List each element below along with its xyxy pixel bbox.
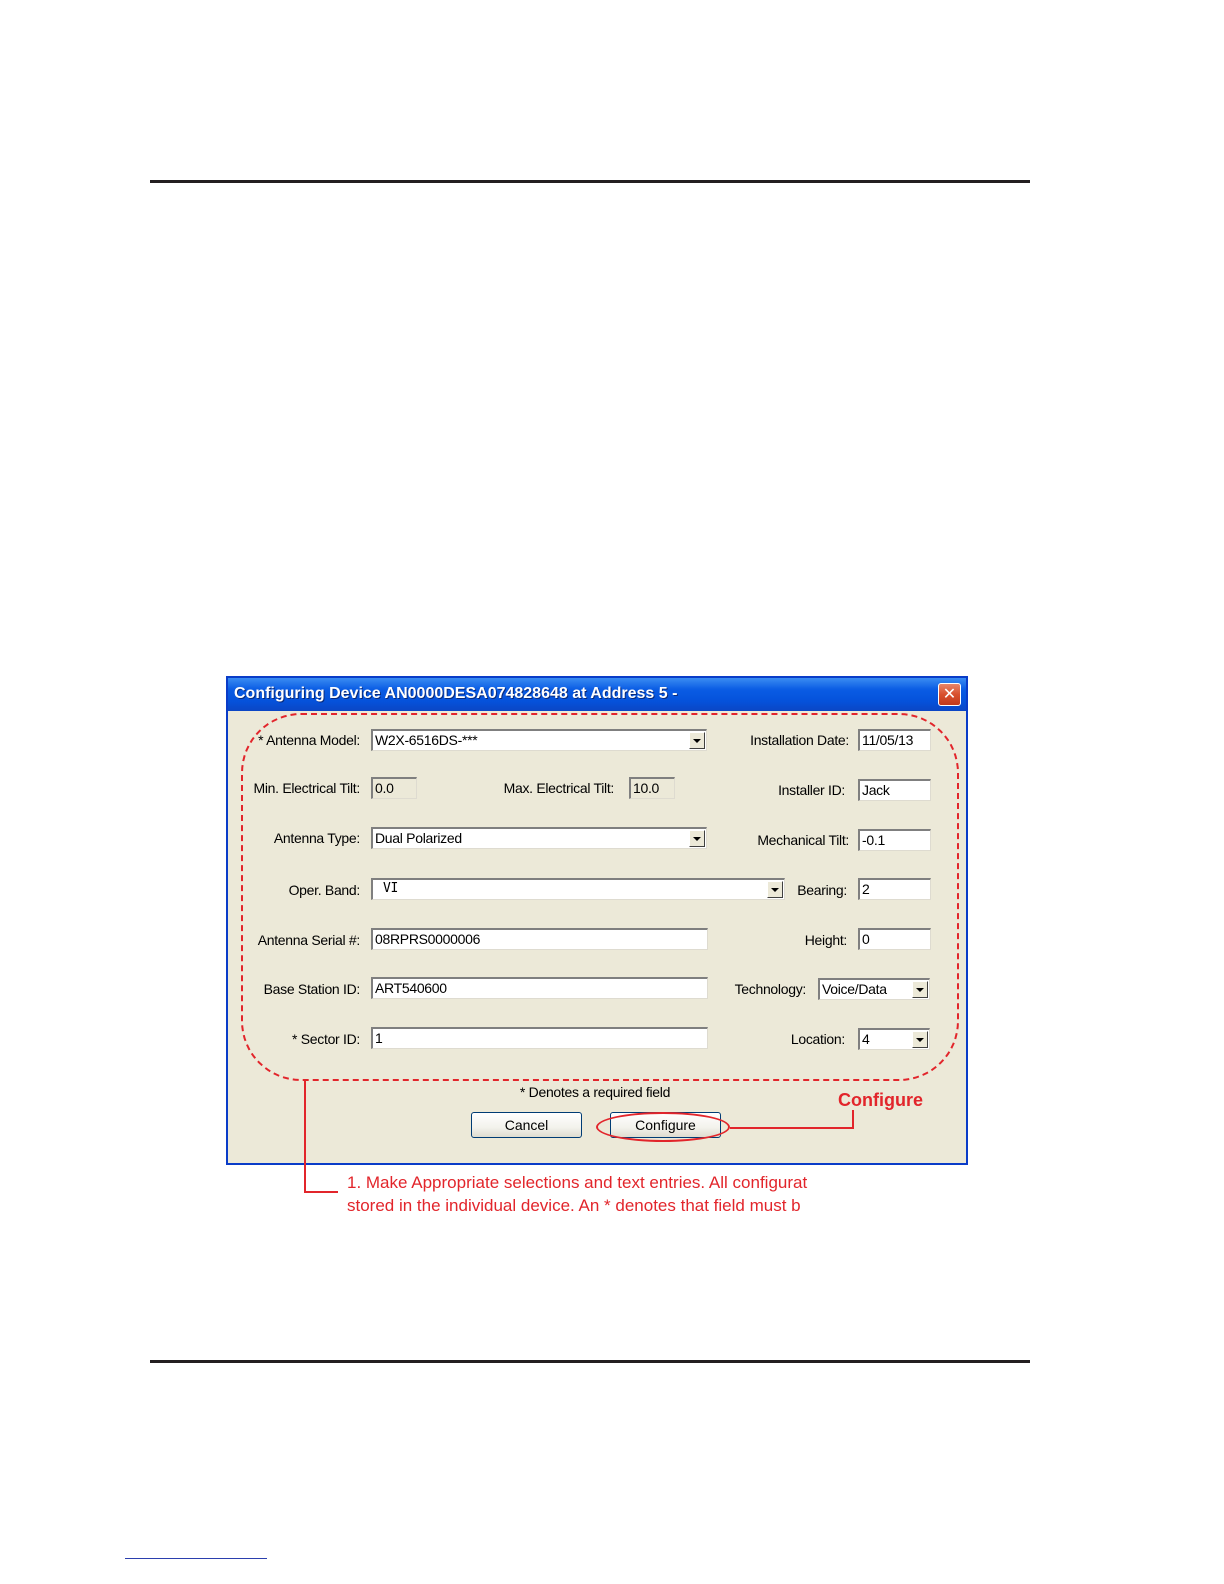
configure-button[interactable]: Configure [610,1112,721,1138]
antenna-type-label: Antenna Type: [273,830,360,846]
min-electrical-tilt-field: 0.0 [371,777,417,799]
height-field[interactable]: 0 [858,928,931,950]
base-station-id-label: Base Station ID: [263,981,360,997]
selection-highlight-region [241,713,959,1081]
installation-date-field[interactable]: 11/05/13 [858,729,931,751]
installer-id-label: Installer ID: [778,782,845,798]
configure-callout-label: Configure [838,1090,923,1110]
location-label: Location: [790,1031,845,1047]
installation-date-label: Installation Date: [750,732,849,748]
oper-band-value: VI [383,881,399,896]
top-rule [150,180,1030,183]
oper-band-label: Oper. Band: [288,882,360,898]
note-line-2: stored in the individual device. An * denotes that field must b [347,1196,801,1215]
note-leader-vertical [304,1081,306,1193]
configure-callout-line [730,1127,854,1129]
bearing-label: Bearing: [797,882,847,898]
note-line-1: 1. Make Appropriate selections and text entries. All configurat [347,1173,808,1192]
footer-link-underline [125,1558,267,1559]
dialog-title: Configuring Device AN0000DESA074828648 at Address 5 - [234,685,678,702]
height-label: Height: [804,932,847,948]
mechanical-tilt-label: Mechanical Tilt: [757,832,849,848]
required-field-note: * Denotes a required field [519,1084,671,1100]
installer-id-field[interactable]: Jack [858,779,931,801]
technology-label: Technology: [734,981,806,997]
antenna-serial-label: Antenna Serial #: [257,932,360,948]
max-electrical-tilt-label: Max. Electrical Tilt: [503,780,614,796]
location-value: 4 [862,1031,870,1047]
base-station-id-field[interactable]: ART540600 [371,977,708,999]
technology-value: Voice/Data [822,981,887,997]
bottom-rule [150,1360,1030,1363]
max-electrical-tilt-field: 10.0 [629,777,675,799]
mechanical-tilt-field[interactable]: -0.1 [858,829,931,851]
close-icon[interactable]: ✕ [938,683,961,706]
sector-id-label: * Sector ID: [292,1031,360,1047]
cancel-button[interactable]: Cancel [471,1112,582,1138]
antenna-model-value: W2X-6516DS-*** [375,732,478,748]
antenna-serial-field[interactable]: 08RPRS0000006 [371,928,708,950]
antenna-model-label: * Antenna Model: [258,732,360,748]
configure-callout-riser [852,1110,854,1129]
configure-highlight-oval [596,1112,730,1142]
dialog-titlebar[interactable] [228,678,966,711]
sector-id-field[interactable]: 1 [371,1027,708,1049]
antenna-type-value: Dual Polarized [375,830,462,846]
note-leader-horizontal [304,1191,338,1193]
bearing-field[interactable]: 2 [858,878,931,900]
min-electrical-tilt-label: Min. Electrical Tilt: [253,780,360,796]
